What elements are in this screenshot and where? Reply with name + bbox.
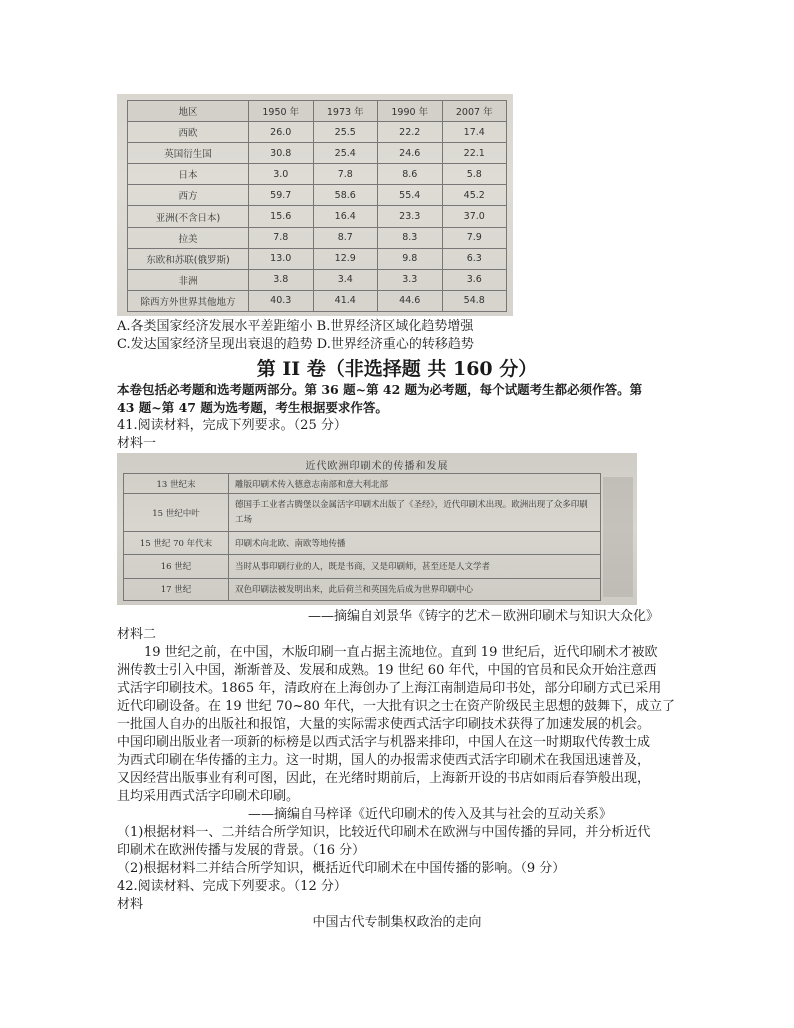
table-cell: 西方 bbox=[128, 185, 249, 206]
table-row bbox=[128, 185, 507, 206]
table-cell: 25.5 bbox=[313, 122, 378, 143]
table-cell: 东欧和苏联(俄罗斯) bbox=[128, 248, 249, 269]
table-cell: 16 世纪 bbox=[124, 554, 229, 578]
table-cell: 8.6 bbox=[378, 164, 443, 185]
table-cell: 双色印刷法被发明出来，此后荷兰和英国先后成为世界印刷中心 bbox=[229, 578, 601, 600]
table-cell: 15 世纪中叶 bbox=[124, 494, 229, 532]
table-cell: 当时从事印刷行业的人，既是书商，又是印刷师，甚至还是人文学者 bbox=[229, 554, 601, 578]
table-cell: 54.8 bbox=[442, 290, 507, 311]
table-cell: 3.0 bbox=[249, 164, 314, 185]
table-cell: 16.4 bbox=[313, 206, 378, 227]
table-cell: 15 世纪 70 年代末 bbox=[124, 532, 229, 554]
table-row bbox=[128, 290, 507, 311]
material-2-paragraph-line: 洲传教士引入中国，渐渐普及、发展和成熟。19 世纪 60 年代，中国的官员和民众开始注意西 bbox=[117, 663, 657, 678]
table-cell: 非洲 bbox=[128, 269, 249, 290]
photo-shadow bbox=[603, 477, 633, 597]
question-41-part-2: （2)根据材料二并结合所学知识，概括近代印刷术在中国传播的影响。（9 分） bbox=[117, 861, 566, 876]
table-row bbox=[124, 554, 601, 578]
table-header-cell: 地区 bbox=[128, 101, 249, 122]
table-cell: 30.8 bbox=[249, 143, 314, 164]
table-cell: 5.8 bbox=[442, 164, 507, 185]
table-header-row bbox=[128, 101, 507, 122]
table-cell: 45.2 bbox=[442, 185, 507, 206]
material-2-source: ——摘编自马梓译《近代印刷术的传入及其与社会的互动关系》 bbox=[248, 807, 613, 822]
table-cell: 23.3 bbox=[378, 206, 443, 227]
table-row bbox=[128, 206, 507, 227]
question-42-heading: 42.阅读材料、完成下列要求。（12 分） bbox=[117, 879, 347, 894]
table-cell: 3.3 bbox=[378, 269, 443, 290]
material-2-label: 材料二 bbox=[117, 627, 157, 642]
table-cell: 26.0 bbox=[249, 122, 314, 143]
question-41-part-1-line2: 印刷术在欧洲传播与发展的背景。（16 分） bbox=[117, 843, 366, 858]
material-2-paragraph-line: 近代印刷设备。在 19 世纪 70~80 年代，一大批有识之士在资产阶级民主思想的鼓舞下，成立了 bbox=[117, 699, 676, 714]
table-row bbox=[128, 122, 507, 143]
table-cell: 7.9 bbox=[442, 227, 507, 248]
table-header-cell: 1950 年 bbox=[249, 101, 314, 122]
table-cell: 德国手工业者古腾堡以金属活字印刷术出版了《圣经》，近代印刷术出现。欧洲出现了众多印刷工场 bbox=[229, 494, 601, 532]
table-cell: 7.8 bbox=[249, 227, 314, 248]
table-cell: 3.6 bbox=[442, 269, 507, 290]
table-cell: 8.3 bbox=[378, 227, 443, 248]
table-cell: 15.6 bbox=[249, 206, 314, 227]
table-header-cell: 2007 年 bbox=[442, 101, 507, 122]
printing-history-table bbox=[123, 473, 601, 601]
answer-options-ab: A.各类国家经济发展水平差距缩小 B.世界经济区域化趋势增强 bbox=[117, 319, 474, 334]
table-cell: 41.4 bbox=[313, 290, 378, 311]
question-42-material-title: 中国古代专制集权政治的走向 bbox=[312, 915, 482, 930]
table-cell: 亚洲(不含日本) bbox=[128, 206, 249, 227]
table-cell: 22.1 bbox=[442, 143, 507, 164]
question-41-part-1-line1: （1)根据材料一、二并结合所学知识，比较近代印刷术在欧洲与中国传播的异同，并分析近代 bbox=[117, 825, 651, 840]
table-cell: 44.6 bbox=[378, 290, 443, 311]
table-cell: 12.9 bbox=[313, 248, 378, 269]
answer-options-cd: C.发达国家经济呈现出衰退的趋势 D.世界经济重心的转移趋势 bbox=[117, 337, 474, 352]
question-41-heading: 41.阅读材料，完成下列要求。（25 分） bbox=[117, 418, 347, 433]
section-intro-line2: 43 题~第 47 题为选考题，考生根据要求作答。 bbox=[117, 400, 388, 415]
table-cell: 拉美 bbox=[128, 227, 249, 248]
table-row bbox=[128, 143, 507, 164]
material-1-label: 材料一 bbox=[117, 436, 157, 451]
table-cell: 24.6 bbox=[378, 143, 443, 164]
table-row bbox=[128, 269, 507, 290]
material-2-paragraph-line: 一批国人自办的出版社和报馆，大量的实际需求使西式活字印刷技术获得了加速发展的机会。 bbox=[117, 717, 651, 732]
material-2-paragraph-line: 且均采用西式活字印刷术印刷。 bbox=[117, 789, 300, 804]
table-row bbox=[124, 494, 601, 532]
table-row bbox=[128, 248, 507, 269]
table-row bbox=[124, 532, 601, 554]
table-cell: 59.7 bbox=[249, 185, 314, 206]
table-cell: 除西方外世界其他地方 bbox=[128, 290, 249, 311]
table-row bbox=[128, 164, 507, 185]
table-cell: 9.8 bbox=[378, 248, 443, 269]
table-cell: 55.4 bbox=[378, 185, 443, 206]
table-row bbox=[128, 227, 507, 248]
table-header-cell: 1990 年 bbox=[378, 101, 443, 122]
table-row bbox=[124, 578, 601, 600]
question-42-material-label: 材料 bbox=[117, 897, 144, 912]
table-cell: 印刷术向北欧、南欧等地传播 bbox=[229, 532, 601, 554]
table-cell: 雕版印刷术传入德意志南部和意大利北部 bbox=[229, 474, 601, 494]
table-cell: 22.2 bbox=[378, 122, 443, 143]
section-intro-line1: 本卷包括必考题和选考题两部分。第 36 题~第 42 题为必考题，每个试题考生都必须作答。第 bbox=[117, 382, 643, 397]
table-photo-printing-europe bbox=[117, 453, 637, 605]
material-1-source: ——摘编自刘景华《铸字的艺术－欧洲印刷术与知识大众化》 bbox=[308, 609, 660, 624]
table-cell: 40.3 bbox=[249, 290, 314, 311]
table-cell: 英国衍生国 bbox=[128, 143, 249, 164]
economic-share-table bbox=[127, 100, 507, 312]
material-2-paragraph-line: 为西式印刷在华传播的主力。这一时期，国人的办报需求使西式活字印刷术在我国迅速普及， bbox=[117, 753, 651, 768]
table-title: 近代欧洲印刷术的传播和发展 bbox=[305, 461, 449, 472]
section-title: 第 II 卷（非选择题 共 160 分） bbox=[256, 358, 538, 380]
material-2-paragraph-line: 又因经营出版事业有利可图，因此，在光绪时期前后，上海新开设的书店如雨后春笋般出现， bbox=[117, 771, 651, 786]
material-2-paragraph-line: 中国印刷出版业者一项新的标榜是以西式活字与机器来排印，中国人在这一时期取代传教士成 bbox=[117, 735, 651, 750]
table-header-cell: 1973 年 bbox=[313, 101, 378, 122]
table-cell: 37.0 bbox=[442, 206, 507, 227]
table-cell: 17.4 bbox=[442, 122, 507, 143]
table-photo-economic-share bbox=[117, 94, 513, 316]
table-cell: 日本 bbox=[128, 164, 249, 185]
material-2-paragraph-line: 19 世纪之前，在中国，木版印刷一直占据主流地位。直到 19 世纪后，近代印刷术才被欧 bbox=[144, 645, 658, 660]
table-cell: 3.4 bbox=[313, 269, 378, 290]
table-cell: 13.0 bbox=[249, 248, 314, 269]
table-cell: 3.8 bbox=[249, 269, 314, 290]
table-cell: 13 世纪末 bbox=[124, 474, 229, 494]
table-cell: 25.4 bbox=[313, 143, 378, 164]
table-row bbox=[124, 474, 601, 494]
table-cell: 西欧 bbox=[128, 122, 249, 143]
table-cell: 58.6 bbox=[313, 185, 378, 206]
table-cell: 7.8 bbox=[313, 164, 378, 185]
table-cell: 8.7 bbox=[313, 227, 378, 248]
table-cell: 6.3 bbox=[442, 248, 507, 269]
table-cell: 17 世纪 bbox=[124, 578, 229, 600]
material-2-paragraph-line: 式活字印刷技术。1865 年，清政府在上海创办了上海江南制造局印书处，部分印刷方式已采用 bbox=[117, 681, 662, 696]
